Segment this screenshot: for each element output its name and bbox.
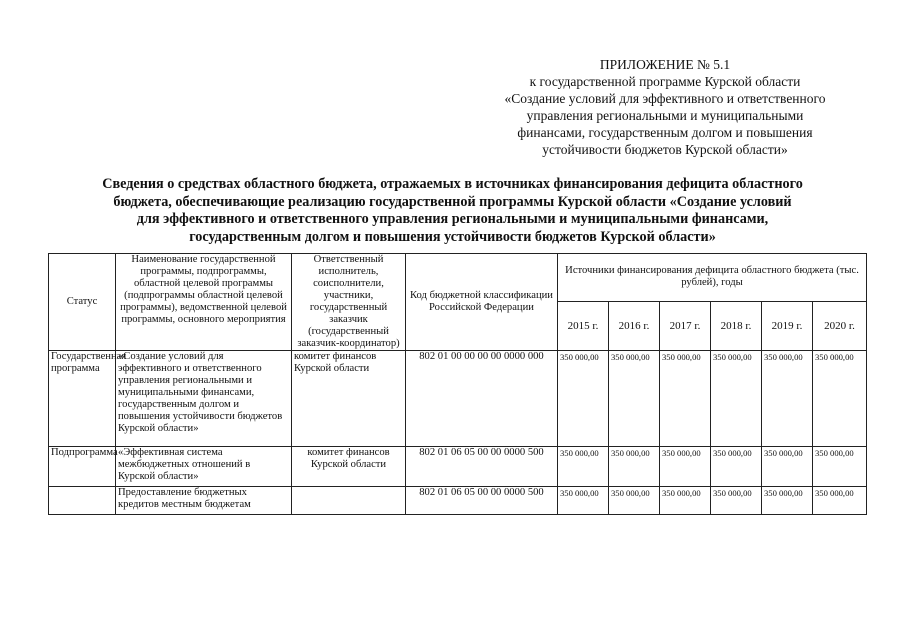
cell-amount: 350 000,00 — [762, 351, 813, 447]
cell-amount: 350 000,00 — [711, 447, 762, 487]
appendix-number: ПРИЛОЖЕНИЕ № 5.1 — [599, 57, 731, 72]
cell-amount: 350 000,00 — [762, 487, 813, 515]
cell-amount: 350 000,00 — [813, 487, 867, 515]
title-line: для эффективного и ответственного управления региональными и муниципальными финансами, — [136, 211, 769, 227]
cell-status: Государственная программа — [49, 351, 116, 447]
cell-status: Подпрограмма — [49, 447, 116, 487]
funding-table — [48, 253, 867, 515]
header-name: Наименование государственной программы, подпрограммы, областной целевой программы (подпрограммы областной целевой программы), ведомственной целевой программы, основного мероприятия — [116, 254, 292, 351]
header-status: Статус — [49, 254, 116, 351]
appendix-line: «Создание условий для эффективного и ответственного — [504, 91, 826, 106]
table-row — [49, 447, 867, 487]
header-year: 2017 г. — [660, 301, 711, 350]
cell-amount: 350 000,00 — [762, 447, 813, 487]
header-year: 2016 г. — [609, 301, 660, 350]
cell-responsible: комитет финансов Курской области — [292, 351, 406, 447]
header-year: 2015 г. — [558, 301, 609, 350]
cell-name: «Создание условий для эффективного и ответственного управления региональными и муниципальными финансами, государственным долгом и повышения устойчивости бюджетов Курской области» — [116, 351, 292, 447]
header-sources: Источники финансирования дефицита областного бюджета (тыс. рублей), годы — [558, 254, 867, 302]
cell-amount: 350 000,00 — [711, 487, 762, 515]
cell-amount: 350 000,00 — [813, 351, 867, 447]
title-line: Сведения о средствах областного бюджета, отражаемых в источниках финансирования дефицита областного — [102, 176, 803, 192]
appendix-line: финансами, государственным долгом и повышения — [517, 125, 813, 140]
cell-status — [49, 487, 116, 515]
cell-amount: 350 000,00 — [558, 487, 609, 515]
cell-code: 802 01 06 05 00 00 0000 500 — [406, 487, 558, 515]
title-line: бюджета, обеспечивающие реализацию государственной программы Курской области «Создание условий — [113, 193, 792, 210]
cell-amount: 350 000,00 — [660, 351, 711, 447]
table-row — [49, 487, 867, 515]
cell-name: «Эффективная система межбюджетных отношений в Курской области» — [116, 447, 292, 487]
cell-responsible: комитет финансов Курской области — [292, 447, 406, 487]
header-year: 2019 г. — [762, 301, 813, 350]
cell-amount: 350 000,00 — [660, 487, 711, 515]
appendix-line: устойчивости бюджетов Курской области» — [542, 142, 788, 157]
cell-amount: 350 000,00 — [813, 447, 867, 487]
header-row — [49, 254, 867, 302]
table-row — [49, 351, 867, 447]
cell-responsible — [292, 487, 406, 515]
cell-amount: 350 000,00 — [609, 351, 660, 447]
cell-code: 802 01 00 00 00 00 0000 000 — [406, 351, 558, 447]
document-title — [50, 176, 855, 246]
header-responsible: Ответственный исполнитель, соисполнители, участники, государственный заказчик (государственный заказчик-координатор) — [292, 254, 406, 351]
header-year: 2018 г. — [711, 301, 762, 350]
cell-amount: 350 000,00 — [711, 351, 762, 447]
cell-amount: 350 000,00 — [558, 351, 609, 447]
cell-amount: 350 000,00 — [660, 447, 711, 487]
header-year: 2020 г. — [813, 301, 867, 350]
cell-amount: 350 000,00 — [609, 487, 660, 515]
cell-amount: 350 000,00 — [609, 447, 660, 487]
appendix-line: к государственной программе Курской области — [529, 74, 801, 89]
title-line: государственным долгом и повышения устойчивости бюджетов Курской области» — [189, 228, 716, 245]
appendix-line: управления региональными и муниципальными — [526, 108, 804, 123]
cell-code: 802 01 06 05 00 00 0000 500 — [406, 447, 558, 487]
header-code: Код бюджетной классификации Российской Федерации — [406, 254, 558, 351]
cell-amount: 350 000,00 — [558, 447, 609, 487]
appendix-block — [470, 56, 860, 158]
cell-name: Предоставление бюджетных кредитов местным бюджетам — [116, 487, 292, 515]
